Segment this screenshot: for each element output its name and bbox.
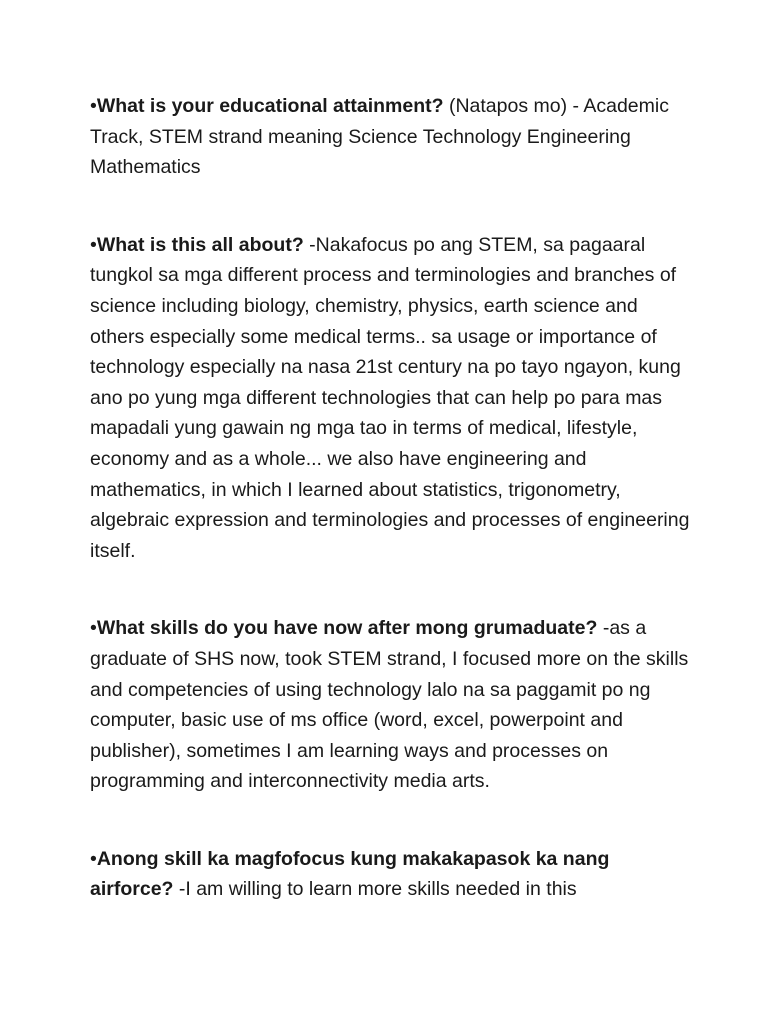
- answer-text: -as a graduate of SHS now, took STEM strand, I focused more on the skills and competencies of using technology lalo na sa paggamit po ng computer, basic use of ms office (word, excel, powerpoint and publisher), sometimes I am learning ways and processes on programming and interconnectivity media arts.: [90, 617, 689, 793]
- question-text: Anong skill ka magfofocus kung makakapasok ka nang airforce?: [90, 847, 610, 901]
- question-text: What skills do you have now after mong grumaduate?: [96, 617, 598, 640]
- answer-text: -Nakafocus po ang STEM, sa pagaaral tungkol sa mga different process and terminologies and branches of science including biology, chemistry, physics, earth science and others especially some medical terms.. sa usage or importance of technology especially na nasa 21st century na po tayo ngayon, kung ano po yung mga different technologies that can help po para mas mapadali yung gawain ng mga tao in terms of medical, lifestyle, economy and as a whole... we also have engineering and mathematics, in which I learned about statistics, trigonometry, algebraic expression and terminologies and processes of engineering itself.: [90, 233, 690, 562]
- answer-text: -I am willing to learn more skills needed in this: [173, 878, 577, 901]
- bullet: •: [90, 847, 97, 870]
- qa-what-is-this-about: [90, 230, 690, 567]
- question-text: What is this all about?: [96, 233, 304, 256]
- bullet: •: [90, 95, 97, 117]
- answer-text: (Natapos mo) - Academic Track, STEM strand meaning Science Technology Engineering Mathematics: [90, 95, 669, 179]
- question-text: What is your educational attainment?: [96, 95, 444, 117]
- qa-airforce-skill-focus: [90, 844, 690, 905]
- bullet: •: [90, 233, 97, 256]
- qa-educational-attainment: [90, 91, 690, 183]
- qa-skills-after-graduation: [90, 613, 690, 797]
- bullet: •: [90, 617, 97, 640]
- document-body: [90, 91, 690, 905]
